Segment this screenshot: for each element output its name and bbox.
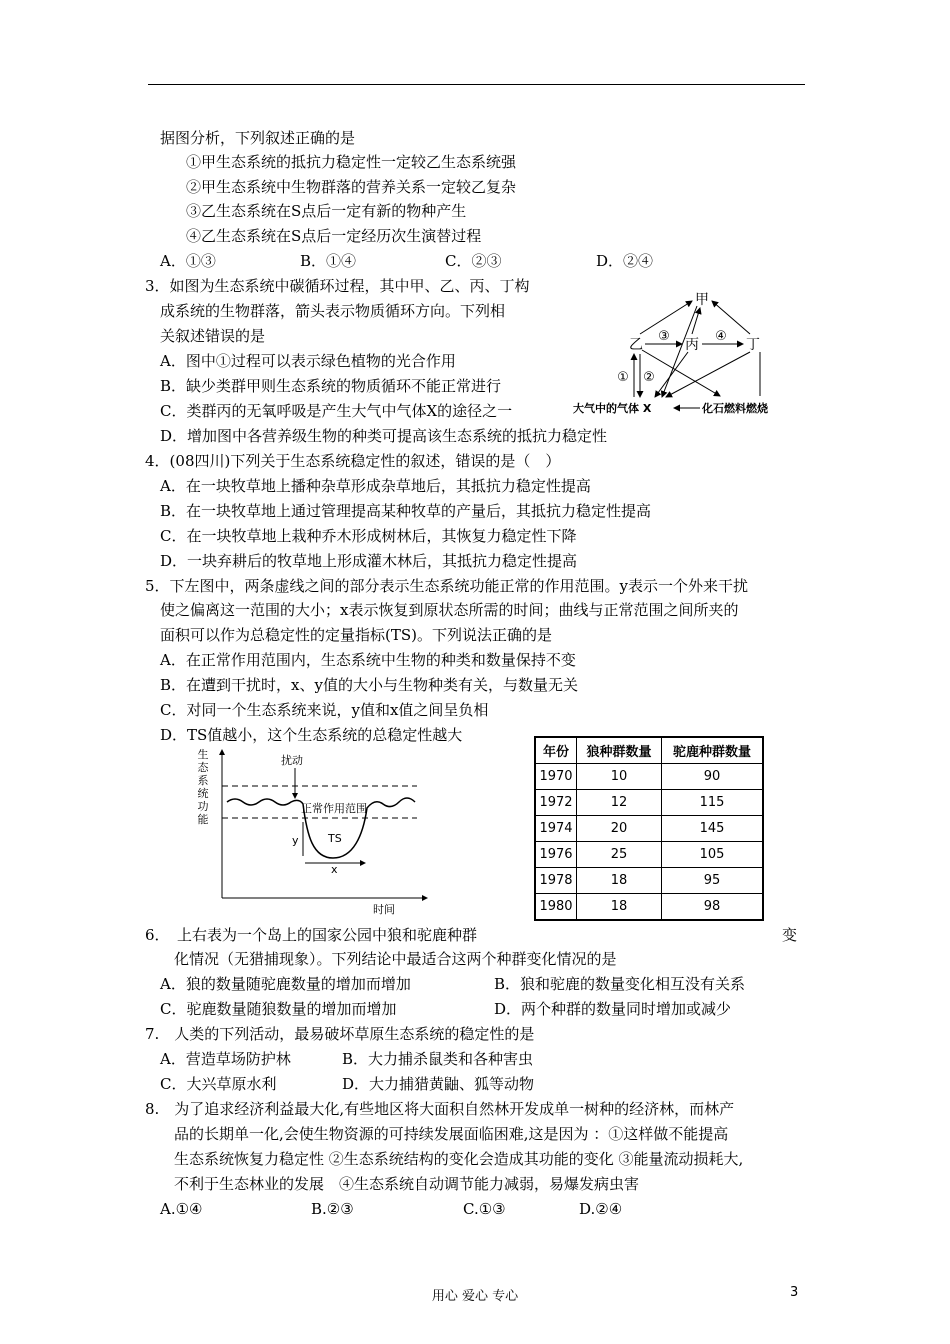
label-time: 时间 — [373, 903, 395, 916]
label-gas-x: 大气中的气体 X — [573, 402, 652, 415]
q7-option-b: B．大力捕杀鼠类和各种害虫 — [342, 1050, 534, 1068]
q2-option-b: B．①④ — [300, 252, 357, 270]
svg-text:统: 统 — [197, 787, 209, 800]
label-circle-3: ③ — [658, 329, 670, 344]
q8-stem-line-4: 不利于生态林业的发展 ④生态系统自动调节能力减弱，易爆发病虫害 — [174, 1175, 640, 1193]
q8-stem-line-2: 品的长期单一化,会使生物资源的可持续发展面临困难,这是因为 ：①这样做不能提高 — [174, 1125, 729, 1143]
q3-stem-line-1: 3．如图为生态系统中碳循环过程，其中甲、乙、丙、丁构 — [145, 277, 530, 295]
q8-option-c: C.①③ — [463, 1200, 506, 1218]
label-y: y — [292, 834, 299, 847]
q7-stem: 7. 人类的下列活动，最易破坏草原生态系统的稳定性的是 — [145, 1025, 535, 1043]
header-year: 年份 — [535, 737, 577, 764]
q3-option-a: A．图中①过程可以表示绿色植物的光合作用 — [160, 352, 456, 370]
label-fossil-fuel: 化石燃料燃烧 — [702, 402, 768, 415]
label-normal-range: 正常作用范围 — [301, 802, 367, 815]
q7-option-c: C．大兴草原水利 — [160, 1075, 277, 1093]
q2-statement-2: ②甲生态系统中生物群落的营养关系一定较乙复杂 — [186, 178, 517, 196]
stability-graph — [195, 746, 435, 918]
q4-option-c: C．在一块牧草地上栽种乔木形成树林后，其恢复力稳定性下降 — [160, 527, 577, 545]
node-jia: 甲 — [695, 292, 709, 308]
q5-stem-line-1: 5．下左图中，两条虚线之间的部分表示生态系统功能正常的作用范围。y表示一个外来干扰 — [145, 577, 749, 595]
q8-stem-line-1: 8. 为了追求经济利益最大化,有些地区将大面积自然林开发成单一树种的经济林，而林产 — [145, 1100, 735, 1118]
q4-option-b: B．在一块牧草地上通过管理提高某种牧草的产量后，其抵抗力稳定性提高 — [160, 502, 652, 520]
header-wolf: 狼种群数量 — [577, 737, 662, 764]
q5-option-c: C．对同一个生态系统来说，y值和x值之间呈负相 — [160, 701, 489, 719]
q6-option-b: B．狼和驼鹿的数量变化相互没有关系 — [494, 975, 746, 993]
header-moose: 驼鹿种群数量 — [662, 737, 764, 764]
q6-option-a: A．狼的数量随驼鹿数量的增加而增加 — [160, 975, 411, 993]
q5-option-d: D．TS值越小，这个生态系统的总稳定性越大 — [160, 726, 463, 744]
label-circle-4: ④ — [715, 329, 727, 344]
q6-stem-line-2: 化情况（无猎捕现象）。下列结论中最适合这两个种群变化情况的是 — [174, 950, 617, 968]
q2-option-c: C．②③ — [445, 252, 502, 270]
page-number: 3 — [790, 1285, 799, 1300]
q2-option-d: D．②④ — [596, 252, 654, 270]
table-row: 1978 18 95 — [535, 868, 763, 894]
q3-option-d: D．增加图中各营养级生物的种类可提高该生态系统的抵抗力稳定性 — [160, 427, 608, 445]
q6-stem-part-1: 6． 上右表为一个岛上的国家公园中狼和驼鹿种群 — [145, 926, 478, 944]
q2-statement-3: ③乙生态系统在S点后一定有新的物种产生 — [186, 202, 467, 220]
population-table — [534, 736, 764, 921]
table-row: 1970 10 90 — [535, 764, 763, 790]
svg-text:功: 功 — [197, 800, 209, 813]
q5-stem-line-2: 使之偏离这一范围的大小；x表示恢复到原状态所需的时间；曲线与正常范围之间所夹的 — [160, 601, 739, 619]
svg-text:生: 生 — [197, 748, 209, 761]
q8-stem-line-3: 生态系统恢复力稳定性 ②生态系统结构的变化会造成其功能的变化 ③能量流动损耗大, — [174, 1150, 744, 1168]
q6-stem-part-2: 变 — [782, 926, 798, 944]
svg-text:系: 系 — [197, 774, 209, 787]
label-circle-2: ② — [643, 370, 655, 385]
node-ding: 丁 — [746, 337, 760, 353]
q4-stem: 4．(08四川)下列关于生态系统稳定性的叙述，错误的是（ ） — [145, 452, 561, 470]
label-circle-1: ① — [617, 370, 629, 385]
q7-option-a: A．营造草场防护林 — [160, 1050, 291, 1068]
label-disturb: 扰动 — [281, 754, 303, 767]
q2-stem: 据图分析，下列叙述正确的是 — [160, 129, 356, 147]
q5-stem-line-3: 面积可以作为总稳定性的定量指标(TS)。下列说法正确的是 — [160, 626, 552, 644]
table-header-row — [535, 737, 763, 764]
header-rule — [148, 84, 805, 85]
table-row: 1972 12 115 — [535, 790, 763, 816]
q5-option-b: B．在遭到干扰时，x、y值的大小与生物种类有关，与数量无关 — [160, 676, 578, 694]
q2-statement-4: ④乙生态系统在S点后一定经历次生演替过程 — [186, 227, 482, 245]
svg-text:态: 态 — [197, 761, 209, 774]
q6-option-d: D．两个种群的数量同时增加或减少 — [494, 1000, 732, 1018]
label-x: x — [331, 863, 338, 876]
q3-option-c: C．类群丙的无氧呼吸是产生大气中气体X的途径之一 — [160, 402, 513, 420]
arrow-bing-jia — [692, 308, 700, 334]
q2-statement-1: ①甲生态系统的抵抗力稳定性一定较乙生态系统强 — [186, 153, 517, 171]
q4-option-d: D．一块弃耕后的牧草地上形成灌木林后，其抵抗力稳定性提高 — [160, 552, 578, 570]
arrow-ding-gas — [666, 352, 750, 397]
svg-text:能: 能 — [197, 813, 209, 826]
q4-option-a: A．在一块牧草地上播种杂草形成杂草地后，其抵抗力稳定性提高 — [160, 477, 591, 495]
q3-option-b: B．缺少类群甲则生态系统的物质循环不能正常进行 — [160, 377, 502, 395]
table-row: 1976 25 105 — [535, 842, 763, 868]
node-yi: 乙 — [629, 337, 643, 353]
y-axis-label — [198, 747, 210, 826]
q8-option-b: B.②③ — [311, 1200, 354, 1218]
node-bing: 丙 — [685, 337, 699, 353]
footer-motto: 用心 爱心 专心 — [431, 1289, 519, 1304]
q8-option-d: D.②④ — [579, 1200, 623, 1218]
table-row: 1980 18 98 — [535, 894, 763, 921]
q2-option-a: A．①③ — [160, 252, 216, 270]
q6-option-c: C．驼鹿数量随狼数量的增加而增加 — [160, 1000, 397, 1018]
q8-option-a: A.①④ — [160, 1200, 203, 1218]
label-ts: TS — [328, 832, 342, 845]
q3-stem-line-2: 成系统的生物群落，箭头表示物质循环方向。下列相 — [160, 302, 506, 320]
q3-stem-line-3: 关叙述错误的是 — [160, 327, 266, 345]
table-row: 1974 20 145 — [535, 816, 763, 842]
carbon-cycle-diagram — [570, 284, 790, 420]
q7-option-d: D．大力捕猎黄鼬、狐等动物 — [342, 1075, 535, 1093]
q5-option-a: A．在正常作用范围内，生态系统中生物的种类和数量保持不变 — [160, 651, 576, 669]
